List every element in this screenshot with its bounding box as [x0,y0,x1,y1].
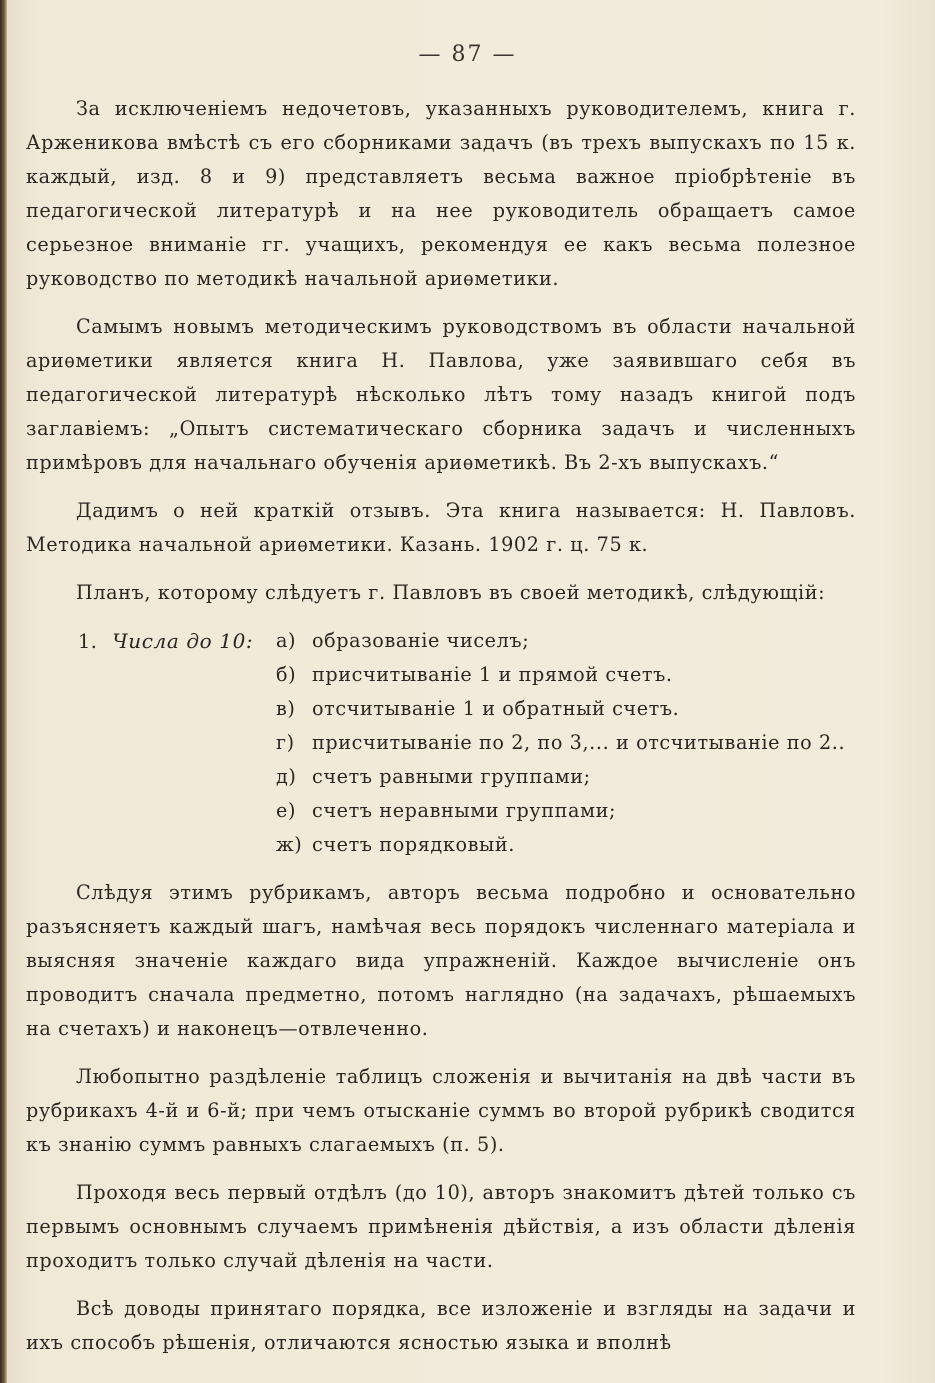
plan-item [276,692,679,726]
plan-item [276,794,616,828]
plan-item [276,828,515,862]
plan-item-letter: е) [276,799,297,822]
plan-row [26,760,856,794]
paragraph-4: Планъ, которому слѣдуетъ г. Павловъ въ своей методикѣ, слѣдующій: [76,581,826,604]
plan-item-letter: б) [276,663,297,686]
plan-item-text: счетъ порядковый. [312,833,515,856]
plan-row [26,726,856,760]
paragraph-2: Самымъ новымъ методическимъ руководствомъ въ области начальной ариѳметики является книга Н. Павлова, уже заявившаго себя въ педагогической литературѣ нѣсколько лѣтъ тому назадъ книгой подъ заглавіемъ: „Опытъ систематическаго сборника задачъ и численныхъ примѣровъ для начальнаго обученія ариѳметикѣ. Въ 2-хъ выпускахъ.“ [26,315,856,474]
plan-item [276,658,673,692]
paragraph-1: За исключеніемъ недочетовъ, указанныхъ руководителемъ, книга г. Арженикова вмѣстѣ съ его сборниками задачъ (въ трехъ выпускахъ по 15 к. каждый, изд. 8 и 9) представляетъ весьма важное пріобрѣтеніе въ педагогической литературѣ и на нее руководитель обращаетъ самое серьезное вниманіе гг. учащихъ, рекомендуя ее какъ весьма полезное руководство по методикѣ начальной ариѳметики. [26,97,856,290]
plan-row [26,658,856,692]
plan-item [276,624,529,658]
plan-item-letter: ж) [276,833,303,856]
page-binding-edge [0,0,7,1383]
plan-item [276,726,845,760]
paragraph-6: Любопытно раздѣленіе таблицъ сложенія и вычитанія на двѣ части въ рубрикахъ 4-й и 6-й; при чемъ отысканіе суммъ во второй рубрикѣ сводится къ знанію суммъ равныхъ слагаемыхъ (п. 5). [26,1065,856,1156]
plan-row [26,692,856,726]
plan-topic: Числа до 10: [112,629,254,653]
plan-item-letter: д) [276,765,297,788]
plan-item-text: присчитываніе по 2, по 3,... и отсчитываніе по 2.. [312,731,846,754]
paragraph-5: Слѣдуя этимъ рубрикамъ, авторъ весьма подробно и основательно разъясняетъ каждый шагъ, намѣчая весь порядокъ численнаго матеріала и выясняя значеніе каждаго вида упражненій. Каждое вычисленіе онъ проводитъ сначала предметно, потомъ наглядно (на задачахъ, рѣшаемыхъ на счетахъ) и наконецъ—отвлеченно. [26,881,856,1040]
plan-item-letter: в) [276,697,296,720]
page-number: — 87 — [418,42,517,67]
plan-item-text: присчитываніе 1 и прямой счетъ. [312,663,673,686]
plan-row [26,624,856,658]
plan-item-letter: а) [276,629,297,652]
plan-item-text: отсчитываніе 1 и обратный счетъ. [312,697,680,720]
plan-number: 1. [78,630,98,653]
plan-row [26,794,856,828]
plan-item-text: образованіе чиселъ; [312,629,530,652]
plan-heading [78,624,253,659]
paragraph-7: Проходя весь первый отдѣлъ (до 10), авторъ знакомитъ дѣтей только съ первымъ основнымъ случаемъ примѣненія дѣйствія, а изъ области дѣленія проходитъ только случай дѣленія на части. [26,1181,856,1272]
plan-list [26,624,856,862]
page-body [26,92,856,1374]
plan-item [276,760,591,794]
paragraph-3: Дадимъ о ней краткій отзывъ. Эта книга называется: Н. Павловъ. Методика начальной ариѳметики. Казань. 1902 г. ц. 75 к. [26,499,856,556]
plan-item-letter: г) [276,731,295,754]
plan-item-text: счетъ неравными группами; [312,799,617,822]
plan-item-text: счетъ равными группами; [312,765,591,788]
paragraph-8: Всѣ доводы принятаго порядка, все изложеніе и взгляды на задачи и ихъ способъ рѣшенія, отличаются ясностью языка и вполнѣ [26,1297,856,1354]
plan-row [26,828,856,862]
